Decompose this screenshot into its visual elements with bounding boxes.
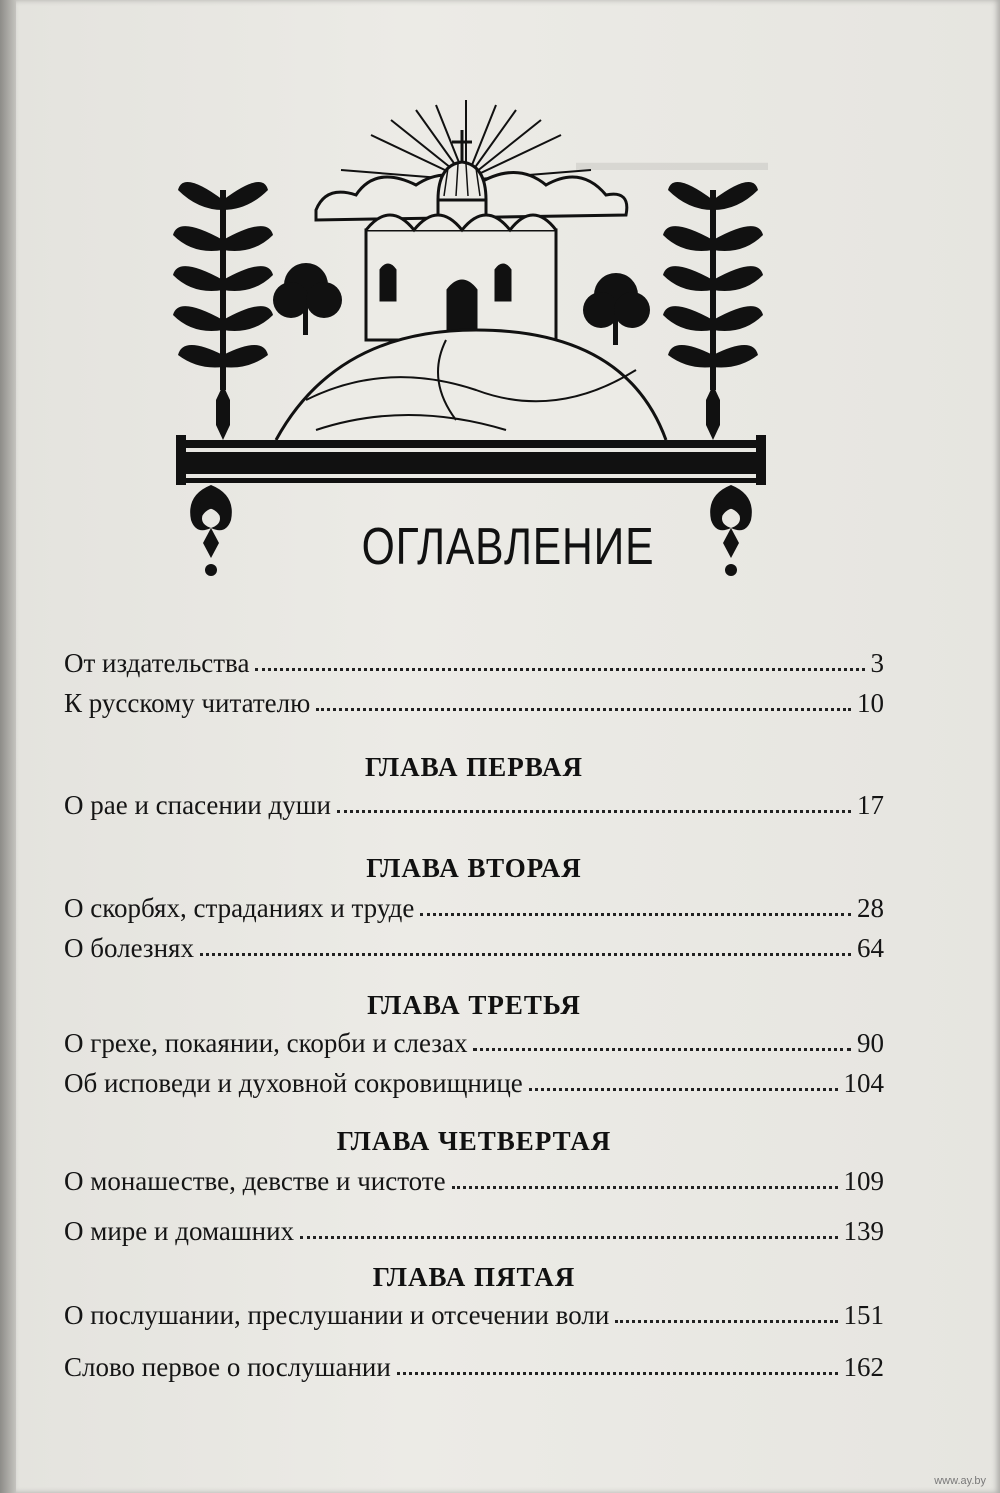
chapter-heading: ГЛАВА ВТОРАЯ: [366, 853, 582, 883]
page-title: ОГЛАВЛЕНИЕ: [361, 518, 655, 576]
church-icon: [366, 130, 556, 340]
toc-entry-label: О грехе, покаянии, скорби и слезах: [64, 1028, 468, 1058]
chapter-heading: ГЛАВА ЧЕТВЕРТАЯ: [336, 1126, 612, 1156]
chapter-heading: ГЛАВА ПЕРВАЯ: [364, 752, 584, 782]
dot-leader: [300, 1236, 837, 1239]
dot-leader: [529, 1088, 838, 1091]
dot-leader: [200, 953, 851, 956]
toc-entry-page: 10: [857, 688, 884, 718]
toc-entry-page: 139: [843, 1216, 884, 1246]
toc-entry: [64, 1028, 884, 1059]
toc-entry-label: О мире и домашних: [64, 1216, 295, 1246]
bleed-through-text: ▬▬▬▬▬▬▬▬: [576, 150, 768, 176]
dot-leader: [615, 1320, 837, 1323]
dot-leader: [316, 708, 851, 711]
dot-leader: [337, 810, 851, 813]
toc-entry: [64, 1216, 884, 1247]
toc-entry-page: 64: [857, 933, 884, 963]
toc-entry-label: О болезнях: [64, 933, 194, 963]
toc-entry-page: 28: [857, 893, 884, 923]
toc-entry: [64, 933, 884, 964]
toc-entry-page: 3: [870, 648, 884, 678]
toc-entry: [64, 688, 884, 719]
toc-entry-label: О рае и спасении души: [64, 790, 331, 820]
dot-leader: [255, 668, 864, 671]
dot-leader: [473, 1048, 851, 1051]
book-spine: [0, 0, 16, 1493]
toc-entry: [64, 1352, 884, 1383]
toc-entry: [64, 1300, 884, 1331]
toc-entry-label: Об исповеди и духовной сокровищнице: [64, 1068, 523, 1098]
watermark-text: www.ay.by: [934, 1475, 986, 1487]
palm-branch-left-icon: [173, 182, 273, 440]
toc-entry-page: 151: [843, 1300, 884, 1330]
toc-entry-label: Слово первое о послушании: [64, 1352, 391, 1382]
dot-leader: [420, 913, 851, 916]
toc-entry-label: О послушании, преслушании и отсечении воли: [64, 1300, 610, 1330]
toc-entry: [64, 790, 884, 821]
toc-entry-label: От издательства: [64, 648, 250, 678]
chapter-heading: ГЛАВА ТРЕТЬЯ: [367, 990, 581, 1020]
palm-branch-right-icon: [663, 182, 763, 440]
toc-entry-page: 109: [843, 1166, 884, 1196]
toc-entry: [64, 893, 884, 924]
book-page: [16, 0, 1000, 1493]
toc-entry-label: О скорбях, страданиях и труде: [64, 893, 415, 923]
chapter-heading: ГЛАВА ПЯТАЯ: [372, 1262, 576, 1292]
dot-leader: [397, 1372, 838, 1375]
toc-entry-label: К русскому читателю: [64, 688, 311, 718]
dot-leader: [452, 1186, 838, 1189]
toc-entry: [64, 648, 884, 679]
church-ornament: [166, 100, 776, 580]
toc-entry: [64, 1068, 884, 1099]
toc-entry-page: 104: [843, 1068, 884, 1098]
toc-entry-page: 17: [857, 790, 884, 820]
toc-entry-page: 162: [843, 1352, 884, 1382]
toc-entry-page: 90: [857, 1028, 884, 1058]
toc-entry-label: О монашестве, девстве и чистоте: [64, 1166, 446, 1196]
toc-entry: [64, 1166, 884, 1197]
